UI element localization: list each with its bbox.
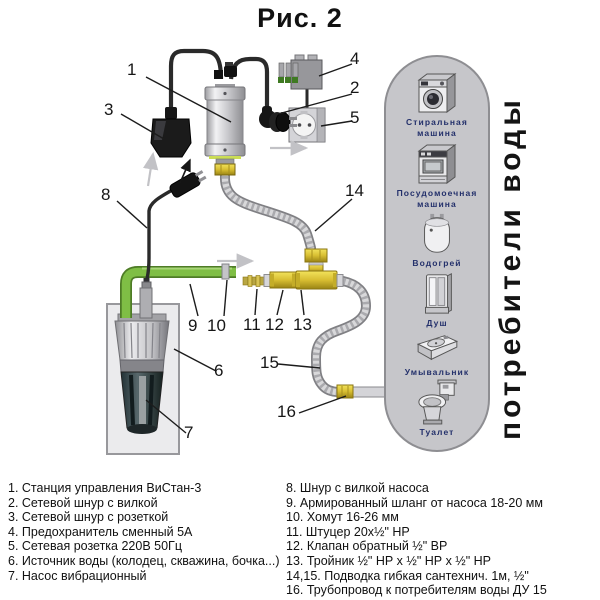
legend-item-13: 13. Тройник ½" НР х ½" НР х ½" НР: [286, 553, 491, 568]
callout-9: 9: [188, 316, 198, 335]
callout-11: 11: [243, 315, 261, 334]
legend-item-14-15: 14,15. Подводка гибкая сантехнич. 1м, ½": [286, 568, 529, 583]
consumer-dishwasher: [390, 140, 484, 210]
consumers-vertical-label: потребители воды: [494, 96, 527, 440]
callout-16: 16: [277, 402, 296, 421]
callout-8: 8: [101, 185, 111, 204]
flexible-hose-lower: [316, 281, 366, 392]
legend-left-column: [8, 481, 284, 583]
legend-item-9: 9. Армированный шланг от насоса 18-20 мм: [286, 495, 543, 510]
hose-clamp: [222, 264, 229, 279]
legend-item-1: 1. Станция управления ВиСтан-3: [8, 481, 202, 495]
consumer-toilet: [390, 379, 484, 438]
consumer-label: Туалет: [419, 427, 455, 438]
hose-barb-fitting: [243, 275, 270, 287]
washbasin-icon: [413, 331, 461, 365]
flexible-hose-upper: [225, 176, 311, 248]
legend-item-5: 5. Сетевая розетка 220В 50Гц: [8, 539, 182, 554]
consumer-label: Душ: [426, 318, 448, 329]
fuse-block: [278, 55, 322, 89]
legend-item-11: 11. Штуцер 20х½" НР: [286, 524, 410, 539]
figure-title: Рис. 2: [257, 3, 343, 33]
callout-2: 2: [350, 78, 360, 97]
legend-item-6: 6. Источник воды (колодец, скважина, бочка...): [8, 553, 280, 568]
callout-4: 4: [350, 49, 360, 68]
callout-6: 6: [214, 361, 224, 380]
consumers-panel: [384, 55, 490, 452]
dishwasher-icon: [414, 140, 460, 186]
legend-item-10: 10. Хомут 16-26 мм: [286, 510, 399, 525]
legend-item-3: 3. Сетевой шнур с розеткой: [8, 510, 169, 525]
legend-item-12: 12. Клапан обратный ½" ВР: [286, 539, 448, 554]
callout-1: 1: [127, 60, 137, 79]
pump-cord: [147, 189, 174, 279]
callout-3: 3: [104, 100, 114, 119]
consumer-label: Стиральная машина: [406, 116, 468, 138]
legend-item-4: 4. Предохранитель сменный 5А: [8, 524, 193, 539]
consumer-washbasin: [390, 331, 484, 378]
consumer-label: Умывальник: [404, 366, 470, 377]
toilet-icon: [416, 379, 458, 425]
water-heater-icon: [417, 212, 457, 256]
consumer-label: Посудомоечная машина: [396, 188, 478, 210]
pump-plug: [169, 168, 208, 199]
callout-5: 5: [350, 108, 360, 127]
legend-right-column: [286, 481, 598, 598]
callout-13: 13: [293, 315, 312, 334]
cord-socket: [151, 107, 191, 157]
consumer-label: Водогрей: [412, 257, 462, 268]
washing-machine-icon: [414, 69, 460, 115]
tee-fitting: [296, 249, 343, 289]
callout-7: 7: [184, 423, 194, 442]
flow-arrow-up: [148, 154, 153, 186]
callout-14: 14: [345, 181, 364, 200]
shower-icon: [417, 270, 457, 316]
callout-12: 12: [265, 315, 284, 334]
check-valve: [270, 272, 296, 288]
consumer-shower: [390, 270, 484, 329]
legend-item-8: 8. Шнур с вилкой насоса: [286, 481, 429, 495]
consumer-washing-machine: [390, 69, 484, 139]
legend-item-16: 16. Трубопровод к потребителям воды ДУ 15: [286, 583, 547, 598]
callout-15: 15: [260, 353, 279, 372]
callout-10: 10: [207, 316, 226, 335]
legend-item-2: 2. Сетевой шнур с вилкой: [8, 495, 158, 510]
consumer-water-heater: [390, 212, 484, 269]
legend-item-7: 7. Насос вибрационный: [8, 568, 147, 583]
